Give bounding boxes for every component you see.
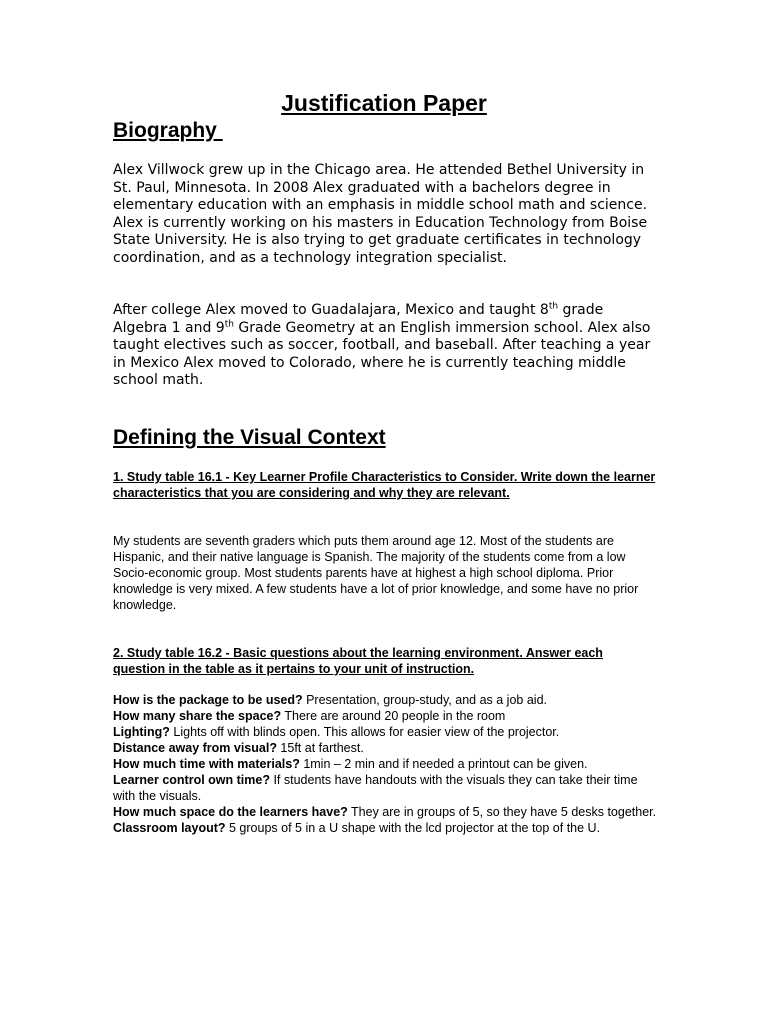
question-1-line-2: characteristics that you are considering and why they are relevant. [113, 486, 510, 500]
question-2: 2. Study table 16.2 - Basic questions about the learning environment. Answer each question in the table as it pertains to your unit of instruction. [113, 646, 603, 676]
answer-1: My students are seventh graders which puts them around age 12. Most of the students are Hispanic, and their native language is Spanish. The majority of the students come from a low Socio-economic group. Most students parents have at highest a high school diploma. Prior knowledge is very mixed. A few students have a lot of prior knowledge, and some have no prior knowledge. [113, 534, 639, 612]
item-question: Lighting? [113, 725, 170, 739]
item-question: How much time with materials? [113, 757, 300, 771]
item-answer: 1min – 2 min and if needed a printout can be given. [299, 757, 588, 771]
list-item [113, 756, 658, 772]
bio-text-3: Grade Geometry at an English immersion school. Alex also taught electives such as soccer, football, and baseball. After teaching a year in Mexico Alex moved to Colorado, where he is currently teaching middle school math. [113, 319, 651, 389]
item-question: Classroom layout? [113, 821, 226, 835]
superscript-th: th [224, 318, 234, 329]
bio-text-2: grade Algebra 1 and 9 [113, 302, 604, 336]
question-1-line-1: 1. Study table 16.1 - Key Learner Profile Characteristics to Consider. Write down the learner [113, 470, 656, 484]
list-item [113, 804, 658, 820]
environment-answers [113, 692, 658, 836]
biography-section [113, 162, 653, 268]
bio-text-1: After college Alex moved to Guadalajara, Mexico and taught 8 [113, 302, 549, 318]
biography-paragraph-2 [113, 302, 653, 390]
item-question: Learner control own time? [113, 773, 270, 787]
item-answer: 5 groups of 5 in a U shape with the lcd projector at the top of the U. [225, 821, 601, 835]
item-answer: Lights off with blinds open. This allows for easier view of the projector. [169, 725, 560, 739]
item-question: How many share the space? [113, 709, 282, 723]
item-question: How much space do the learners have? [113, 805, 348, 819]
visual-context-heading: Defining the Visual Context [113, 426, 386, 449]
list-item [113, 772, 658, 804]
item-answer: 15ft at farthest. [276, 741, 364, 755]
superscript-th: th [548, 301, 559, 312]
item-answer: Presentation, group-study, and as a job aid. [302, 693, 547, 707]
list-item [113, 692, 658, 708]
list-item [113, 708, 658, 724]
question-1 [113, 469, 658, 501]
item-question: Distance away from visual? [113, 741, 277, 755]
item-answer: If students have handouts with the visuals they can take their time with the visuals. [113, 773, 638, 803]
list-item [113, 820, 658, 836]
biography-heading: Biography [113, 119, 223, 142]
item-answer: There are around 20 people in the room [281, 709, 506, 723]
list-item [113, 740, 658, 756]
page-title: Justification Paper [281, 90, 487, 116]
item-question: How is the package to be used? [113, 693, 303, 707]
list-item [113, 724, 658, 740]
biography-paragraph-1: Alex Villwock grew up in the Chicago area. He attended Bethel University in St. Paul, Minnesota. In 2008 Alex graduated with a bachelors degree in elementary education with an emphasis in middle school math and science. Alex is currently working on his masters in Education Technology from Boise State University. He is also trying to get graduate certificates in technology coordination, and as a technology integration specialist. [113, 162, 648, 266]
item-answer: They are in groups of 5, so they have 5 desks together. [347, 805, 657, 819]
